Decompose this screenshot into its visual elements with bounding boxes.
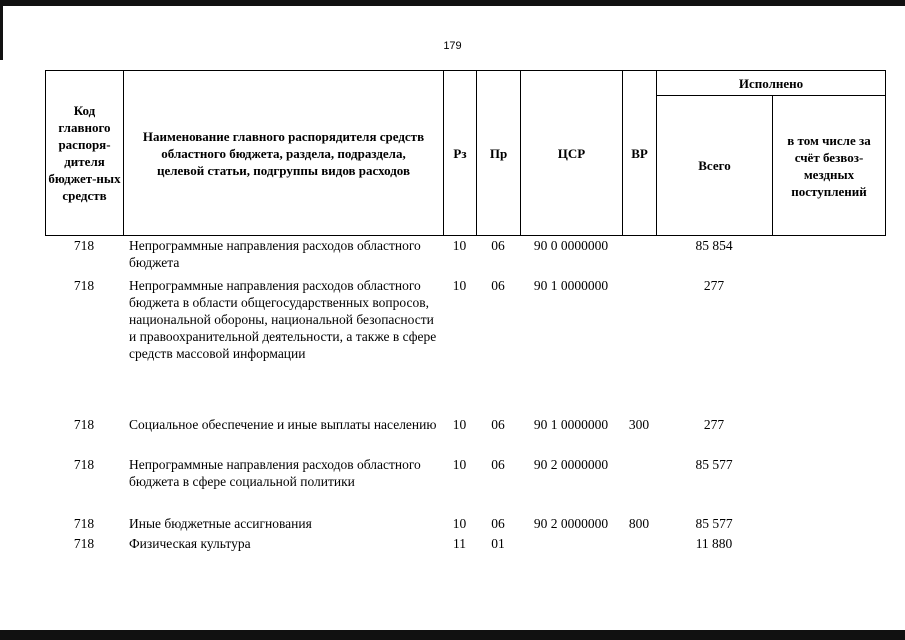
cell-vr: 300 xyxy=(628,417,650,432)
table-row xyxy=(45,515,885,535)
cell-total: 85 577 xyxy=(695,516,733,531)
cell-rz: 10 xyxy=(452,417,467,432)
cell-code: 718 xyxy=(73,536,95,551)
header-vr: ВР xyxy=(623,71,657,236)
page-top-border xyxy=(0,0,905,6)
table-header xyxy=(45,70,886,236)
cell-vr: 800 xyxy=(628,516,650,531)
cell-code: 718 xyxy=(73,457,95,472)
table-row xyxy=(45,237,885,277)
table-row xyxy=(45,416,885,456)
cell-name: Непрограммные направления расходов областного бюджета xyxy=(129,238,421,270)
cell-code: 718 xyxy=(73,278,95,293)
cell-rz: 11 xyxy=(453,536,466,551)
header-rz: Рз xyxy=(444,71,477,236)
header-total: Всего xyxy=(657,96,773,236)
cell-total: 277 xyxy=(703,278,725,293)
header-pr: Пр xyxy=(477,71,521,236)
table-row xyxy=(45,277,885,416)
cell-pr: 06 xyxy=(491,516,505,531)
page-number: 179 xyxy=(443,40,462,52)
cell-csr: 90 0 0000000 xyxy=(533,238,609,253)
table-body xyxy=(45,237,885,555)
cell-rz: 10 xyxy=(452,457,467,472)
cell-total: 85 854 xyxy=(695,238,733,253)
cell-csr: 90 1 0000000 xyxy=(533,417,609,432)
cell-rz: 10 xyxy=(452,516,467,531)
table-row xyxy=(45,456,885,515)
cell-code: 718 xyxy=(73,516,95,531)
header-code: Код главного распоря-дителя бюджет-ных средств xyxy=(46,71,124,236)
cell-total: 277 xyxy=(703,417,725,432)
table-row xyxy=(45,535,885,555)
cell-name: Непрограммные направления расходов областного бюджета в сфере социальной политики xyxy=(129,457,421,489)
header-executed: Исполнено xyxy=(657,71,886,96)
header-name: Наименование главного распорядителя средств областного бюджета, раздела, подраздела, целевой статьи, подгруппы видов расходов xyxy=(124,71,444,236)
cell-name: Социальное обеспечение и иные выплаты населению xyxy=(129,417,437,432)
header-free-receipts: в том числе за счёт безвоз-мездных поступлений xyxy=(773,96,886,236)
cell-csr: 90 2 0000000 xyxy=(533,516,609,531)
cell-pr: 01 xyxy=(491,536,505,551)
cell-code: 718 xyxy=(73,238,95,253)
cell-pr: 06 xyxy=(491,457,505,472)
cell-total: 85 577 xyxy=(695,457,733,472)
cell-name: Иные бюджетные ассигнования xyxy=(129,516,312,531)
cell-pr: 06 xyxy=(491,238,505,253)
cell-rz: 10 xyxy=(452,238,467,253)
header-csr: ЦСР xyxy=(521,71,623,236)
cell-pr: 06 xyxy=(491,417,505,432)
cell-csr: 90 1 0000000 xyxy=(533,278,609,293)
cell-name: Непрограммные направления расходов областного бюджета в области общегосударственных вопросов, национальной обороны, национальной безопасности и правоохранительной деятельности, а также в сфере средств массовой информации xyxy=(129,278,437,361)
page-bottom-border xyxy=(0,630,905,640)
cell-csr: 90 2 0000000 xyxy=(533,457,609,472)
cell-pr: 06 xyxy=(491,278,505,293)
cell-name: Физическая культура xyxy=(129,536,251,551)
cell-rz: 10 xyxy=(452,278,467,293)
cell-code: 718 xyxy=(73,417,95,432)
cell-total: 11 880 xyxy=(695,536,733,551)
